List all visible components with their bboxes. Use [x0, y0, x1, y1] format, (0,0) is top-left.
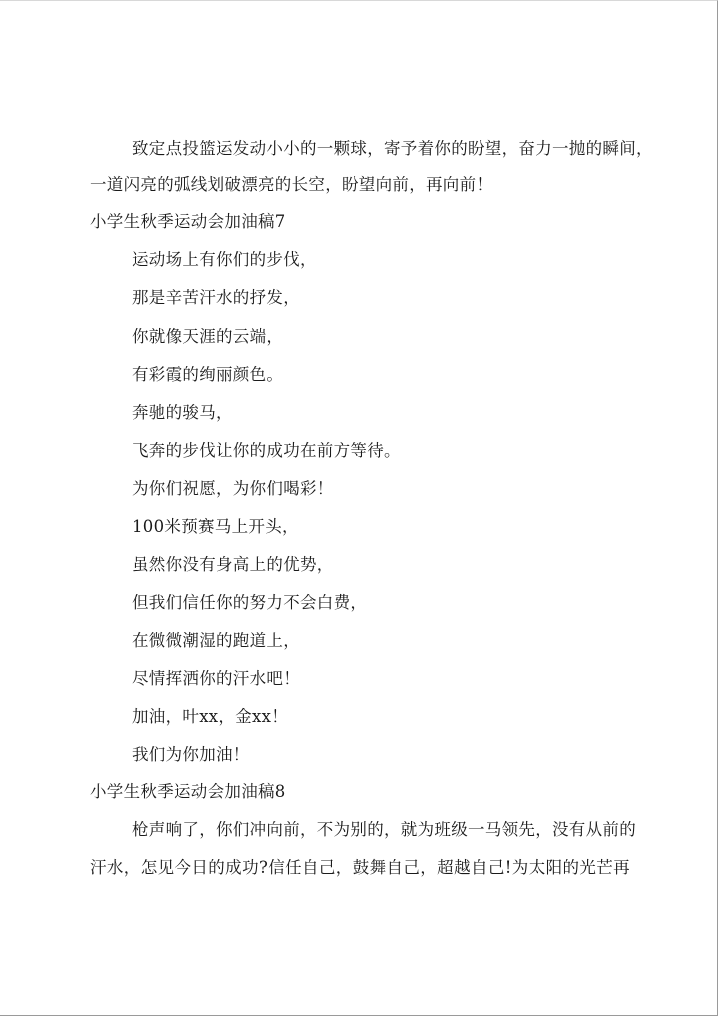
section-7-line-8: 100米预赛马上开头，: [132, 517, 299, 536]
section-7-line-1: 运动场上有你们的步伐，: [132, 250, 317, 269]
section-7-line-7: 为你们祝愿，为你们喝彩！: [132, 479, 334, 498]
section-7-line-10: 但我们信任你的努力不会白费，: [132, 593, 368, 612]
section-8-heading: 小学生秋季运动会加油稿8: [90, 782, 286, 801]
section-7-line-11: 在微微潮湿的跑道上，: [132, 631, 300, 650]
intro-line-1: 致定点投篮运发动小小的一颗球，寄予着你的盼望，奋力一抛的瞬间，: [132, 139, 653, 158]
section-7-line-14: 我们为你加油！: [132, 745, 250, 764]
section-7-line-2: 那是辛苦汗水的抒发，: [132, 288, 300, 307]
section-7-line-4: 有彩霞的绚丽颜色。: [132, 365, 284, 384]
section-7-line-3: 你就像天涯的云端，: [132, 327, 284, 346]
intro-line-2: 一道闪亮的弧线划破漂亮的长空，盼望向前，再向前！: [90, 175, 494, 194]
section-7-line-5: 奔驰的骏马，: [132, 403, 233, 422]
section-7-line-13: 加油，叶xx，金xx！: [132, 707, 289, 726]
section-7-line-6: 飞奔的步伐让你的成功在前方等待。: [132, 441, 401, 460]
section-7-heading: 小学生秋季运动会加油稿7: [90, 212, 286, 231]
section-7-line-12: 尽情挥洒你的汗水吧！: [132, 669, 300, 688]
section-7-line-9: 虽然你没有身高上的优势，: [132, 555, 334, 574]
section-8-line-1: 枪声响了，你们冲向前，不为别的，就为班级一马领先，没有从前的: [132, 820, 636, 839]
section-8-line-2: 汗水，怎见今日的成功?信任自己，鼓舞自己，超越自己!为太阳的光芒再: [90, 858, 630, 877]
